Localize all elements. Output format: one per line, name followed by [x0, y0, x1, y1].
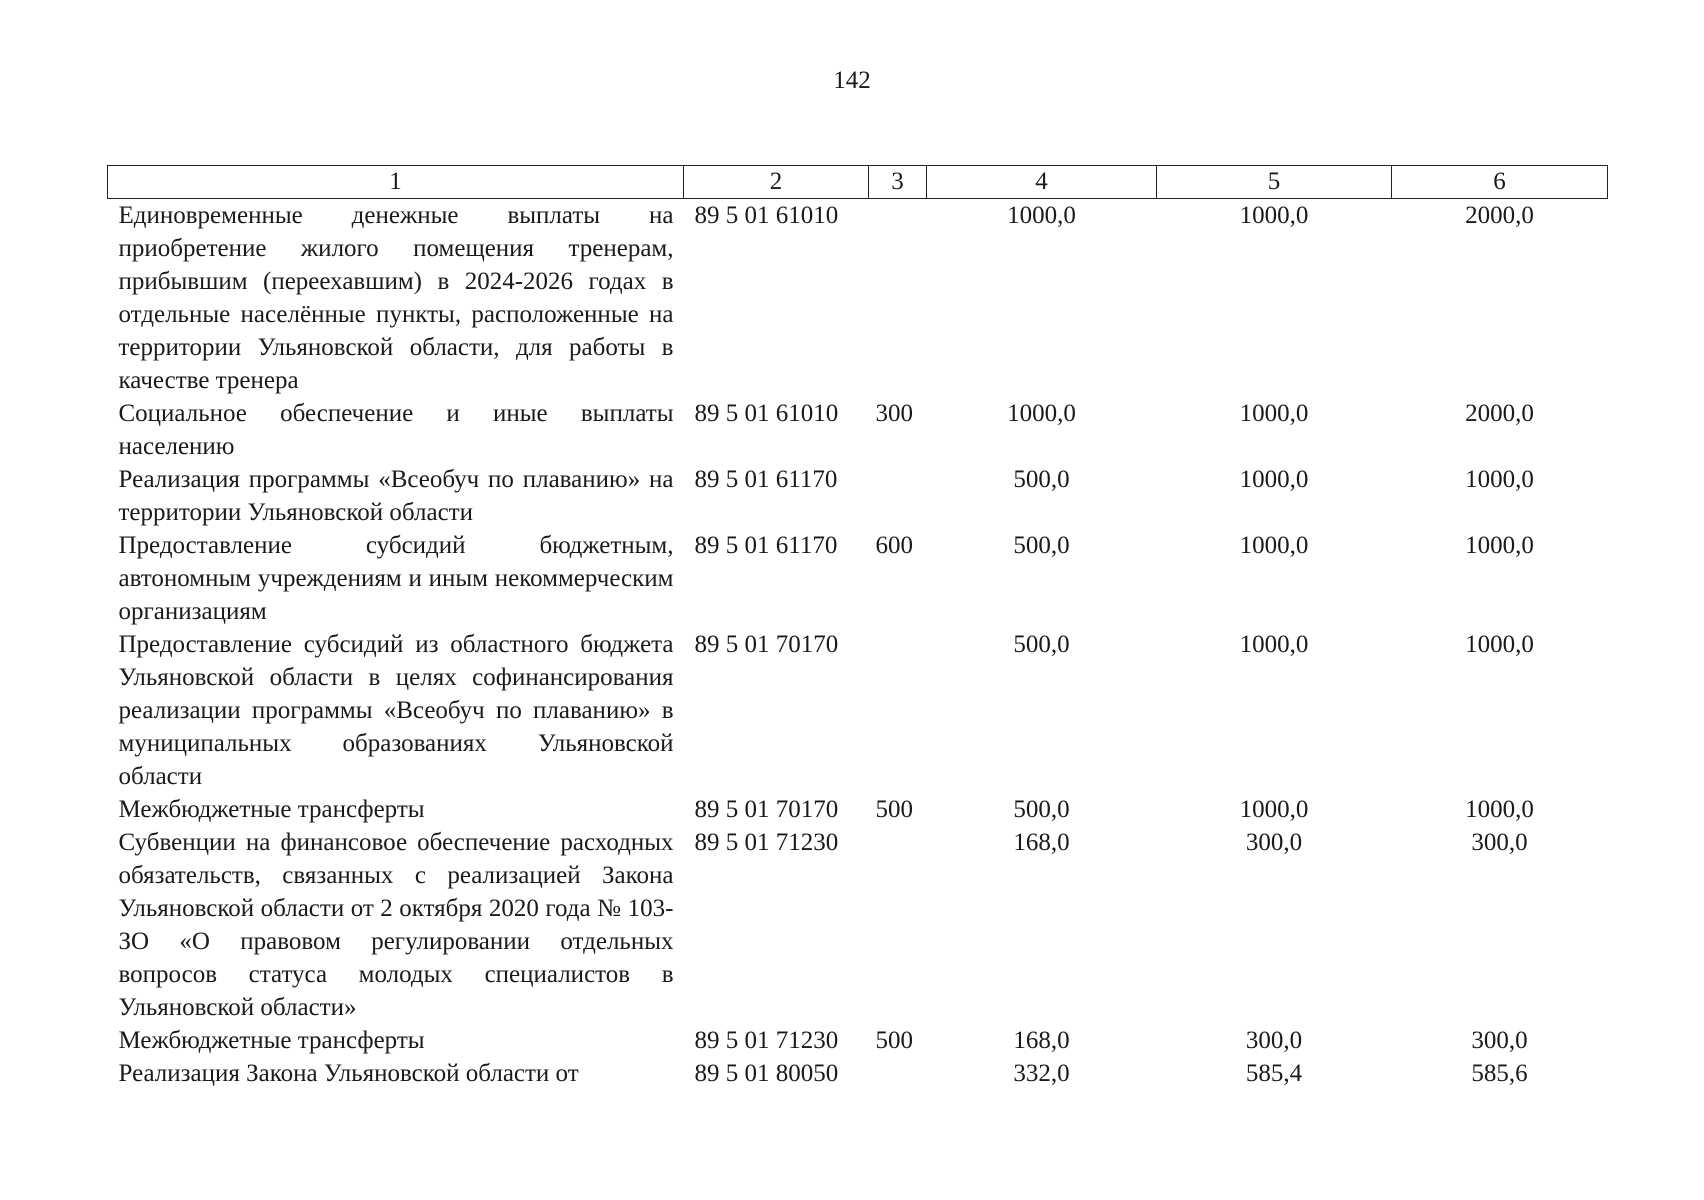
row-name: Реализация Закона Ульяновской области от — [118, 1060, 579, 1087]
budget-table — [107, 165, 1608, 1090]
row-expense-type — [869, 463, 927, 529]
row-expense-type — [869, 826, 927, 1024]
header-cell-5: 5 — [1157, 166, 1392, 199]
table-row — [108, 199, 1608, 398]
row-value-col5: 585,4 — [1245, 1060, 1303, 1087]
row-value-col6: 2000,0 — [1465, 400, 1534, 427]
row-value-col6: 1000,0 — [1465, 466, 1534, 493]
row-name: Предоставление субсидий бюджетным, автономным учреждениям и иным некоммерческим организациям — [118, 532, 674, 625]
row-expense-type: 500 — [875, 1027, 913, 1054]
row-value-col6: 1000,0 — [1465, 631, 1534, 658]
row-value-col6: 300,0 — [1471, 1027, 1528, 1054]
row-code: 89 5 01 80050 — [694, 1060, 839, 1087]
row-code: 89 5 01 61170 — [694, 466, 838, 493]
row-expense-type — [869, 628, 927, 793]
row-expense-type: 500 — [875, 796, 913, 823]
row-value-col4: 332,0 — [1013, 1060, 1070, 1087]
row-value-col4: 500,0 — [1013, 631, 1070, 658]
row-expense-type — [869, 1057, 927, 1090]
header-cell-3: 3 — [869, 166, 927, 199]
row-expense-type: 600 — [875, 532, 913, 559]
row-code: 89 5 01 61170 — [694, 532, 838, 559]
row-name: Субвенции на финансовое обеспечение расходных обязательств, связанных с реализацией Закона Ульяновской области от 2 октября 2020 года № 103-ЗО «О правовом регулировании отдельных вопросов статуса молодых специалистов в Ульяновской области» — [118, 829, 674, 1021]
table-header — [108, 166, 1608, 199]
row-expense-type — [869, 199, 927, 398]
row-value-col5: 300,0 — [1245, 829, 1303, 856]
row-code: 89 5 01 70170 — [694, 796, 839, 823]
row-value-col5: 1000,0 — [1239, 631, 1309, 658]
table-row — [108, 793, 1608, 826]
row-value-col6: 2000,0 — [1465, 202, 1534, 229]
row-code: 89 5 01 71230 — [694, 1027, 839, 1054]
row-value-col5: 1000,0 — [1239, 532, 1309, 559]
row-value-col5: 1000,0 — [1239, 796, 1309, 823]
row-value-col6: 1000,0 — [1465, 796, 1534, 823]
row-value-col4: 1000,0 — [1007, 202, 1076, 229]
row-value-col4: 500,0 — [1013, 796, 1070, 823]
row-name: Предоставление субсидий из областного бюджета Ульяновской области в целях софинансирования реализации программы «Всеобуч по плаванию» в муниципальных образованиях Ульяновской области — [118, 631, 674, 790]
row-code: 89 5 01 70170 — [694, 631, 839, 658]
row-value-col4: 500,0 — [1013, 532, 1070, 559]
row-code: 89 5 01 61010 — [694, 202, 839, 229]
header-cell-2: 2 — [684, 166, 869, 199]
row-expense-type: 300 — [875, 400, 913, 427]
row-value-col4: 500,0 — [1013, 466, 1070, 493]
row-code: 89 5 01 61010 — [694, 400, 839, 427]
row-value-col6: 300,0 — [1471, 829, 1528, 856]
row-name: Единовременные денежные выплаты на приобретение жилого помещения тренерам, прибывшим (переехавшим) в 2024-2026 годах в отдельные населённые пункты, расположенные на территории Ульяновской области, для работы в качестве тренера — [118, 202, 674, 394]
row-value-col5: 1000,0 — [1239, 202, 1309, 229]
row-value-col4: 168,0 — [1013, 1027, 1070, 1054]
table-row — [108, 463, 1608, 529]
header-cell-1: 1 — [108, 166, 684, 199]
row-name: Реализация программы «Всеобуч по плаванию» на территории Ульяновской области — [118, 466, 674, 526]
table-row — [108, 1024, 1608, 1057]
header-row — [108, 166, 1608, 199]
header-cell-4: 4 — [927, 166, 1157, 199]
row-value-col5: 1000,0 — [1239, 400, 1309, 427]
row-value-col5: 1000,0 — [1239, 466, 1309, 493]
page-number: 142 — [833, 67, 871, 94]
row-value-col5: 300,0 — [1245, 1027, 1303, 1054]
row-name: Межбюджетные трансферты — [118, 796, 425, 823]
table-row — [108, 628, 1608, 793]
row-value-col6: 1000,0 — [1465, 532, 1534, 559]
row-name: Социальное обеспечение и иные выплаты населению — [118, 400, 674, 460]
row-name: Межбюджетные трансферты — [118, 1027, 425, 1054]
table-row — [108, 529, 1608, 628]
table-body — [108, 199, 1608, 1091]
table-row — [108, 826, 1608, 1024]
table-row — [108, 1057, 1608, 1090]
row-value-col4: 168,0 — [1013, 829, 1070, 856]
row-code: 89 5 01 71230 — [694, 829, 839, 856]
table-row — [108, 397, 1608, 463]
row-value-col4: 1000,0 — [1007, 400, 1076, 427]
header-cell-6: 6 — [1392, 166, 1608, 199]
row-value-col6: 585,6 — [1471, 1060, 1528, 1087]
